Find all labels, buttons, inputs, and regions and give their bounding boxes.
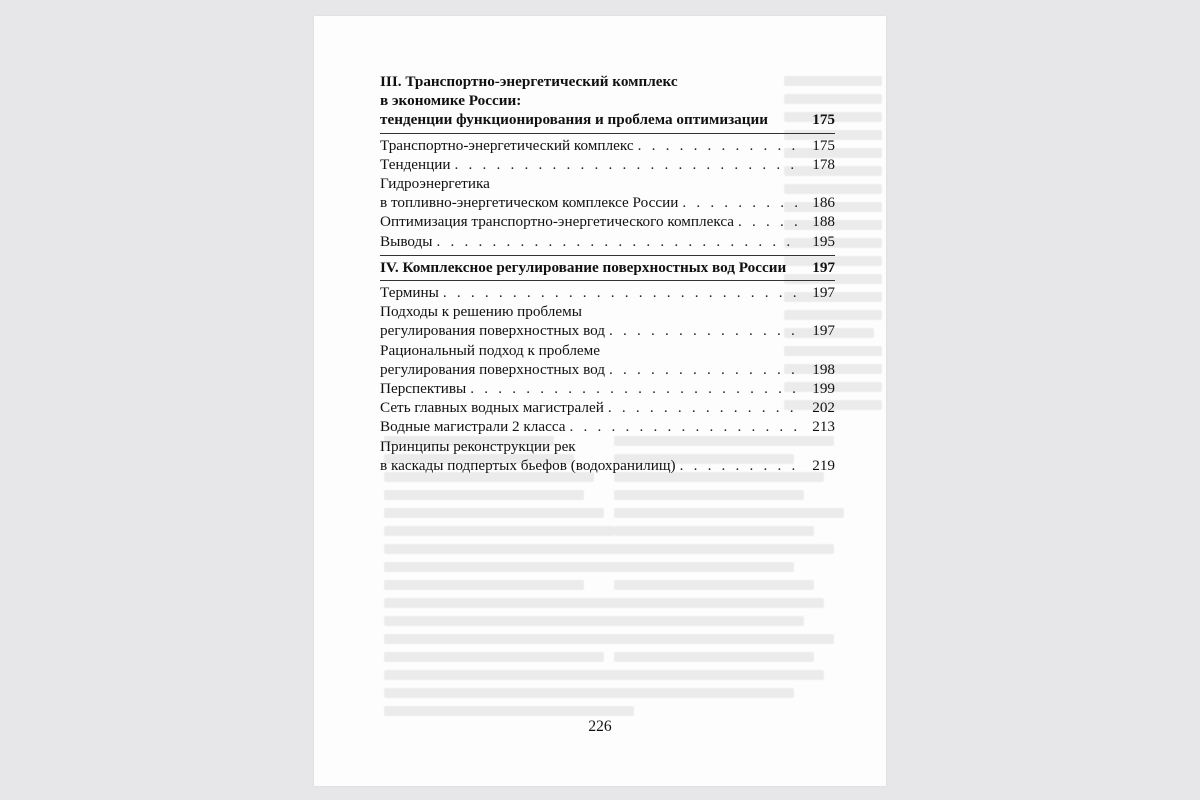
toc-entry-title: регулирования поверхностных вод [380,360,606,378]
page-number: 226 [588,718,612,735]
section-4-entries [380,283,835,475]
toc-entry [380,232,835,251]
toc-entry [380,283,835,302]
toc-entry-row [380,283,835,302]
toc-entry-row [380,360,835,379]
toc-entry-title: Сеть главных водных магистралей [380,399,604,417]
toc-entry-page: 175 [812,136,835,154]
toc-entry-title: в топливно-энергетическом комплексе России [380,194,679,212]
section-4-heading-row [380,258,835,277]
toc-entry [380,341,835,379]
toc-entry-row [380,232,835,251]
toc-entry-page: 195 [812,232,835,250]
toc-entry-line: Рациональный подход к проблеме [380,341,601,359]
toc-entry-page: 188 [812,213,835,231]
toc-entry-page: 199 [812,380,835,398]
leader-dots [443,283,801,302]
leader-dots [437,232,802,251]
toc-entry-title: Оптимизация транспортно-энергетического комплекса [380,213,735,231]
toc-entry-row [380,321,835,340]
toc-entry [380,174,835,212]
leader-dots [609,360,801,379]
section-divider [380,255,835,256]
toc-entry-page: 197 [812,322,835,340]
section-4-heading-page: 197 [812,258,835,276]
toc-entry-line: Принципы реконструкции рек [380,437,576,455]
toc-entry-row [380,193,835,212]
leader-dots [682,193,801,212]
toc-entry [380,212,835,231]
leader-dots [570,417,801,436]
toc-entry-title: Выводы [380,232,433,250]
toc-entry-page: 219 [812,456,835,474]
section-3-heading-last-line: тенденции функционирования и проблема оптимизации [380,111,769,129]
section-3-heading-line: III. Транспортно-энергетический комплекс [380,73,678,90]
heading-underline [380,133,835,134]
toc-entry-line: Гидроэнергетика [380,175,490,193]
toc-section-3 [380,72,835,251]
toc-entry-page: 178 [812,155,835,173]
toc-entry [380,136,835,155]
toc-entry-title: в каскады подпертых бьефов (водохранилищ) [380,456,676,474]
toc-entry-row [380,456,835,475]
toc-entry-title: регулирования поверхностных вод [380,322,606,340]
toc-entry-row [380,379,835,398]
toc-entry [380,379,835,398]
toc-entry [380,302,835,340]
leader-dots [470,379,801,398]
toc-entry [380,155,835,174]
section-4-heading: IV. Комплексное регулирование поверхностных вод России [380,258,787,276]
leader-dots [738,212,801,231]
toc-entry-row [380,136,835,155]
section-3-heading-page: 175 [812,111,835,129]
section-3-heading-row [380,110,835,129]
toc-entry [380,398,835,417]
toc-entry-title: Термины [380,284,439,302]
toc-entry-row [380,155,835,174]
leader-dots [455,155,801,174]
toc-entry-title: Тенденции [380,155,451,173]
toc-entry [380,437,835,475]
toc-entry-row [380,212,835,231]
toc-entry-row [380,417,835,436]
toc-entry-line: Подходы к решению проблемы [380,303,582,321]
section-3-heading-line: в экономике России: [380,92,522,110]
leader-dots [609,321,801,340]
toc-entry-title: Транспортно-энергетический комплекс [380,136,634,154]
toc-entry-page: 198 [812,360,835,378]
toc-entry-row [380,398,835,417]
toc-entry [380,417,835,436]
toc-entry-page: 202 [812,399,835,417]
toc-section-4 [380,258,835,475]
leader-dots [638,136,801,155]
document-page [314,16,886,786]
toc-entry-page: 186 [812,194,835,212]
section-3-entries [380,136,835,251]
toc-entry-page: 213 [812,418,835,436]
leader-dots [608,398,801,417]
toc-entry-title: Водные магистрали 2 класса [380,418,566,436]
table-of-contents [380,72,835,479]
leader-dots [680,456,801,475]
toc-entry-title: Перспективы [380,380,467,398]
section-3-heading [380,72,835,130]
heading-underline [380,280,835,281]
toc-entry-page: 197 [812,284,835,302]
